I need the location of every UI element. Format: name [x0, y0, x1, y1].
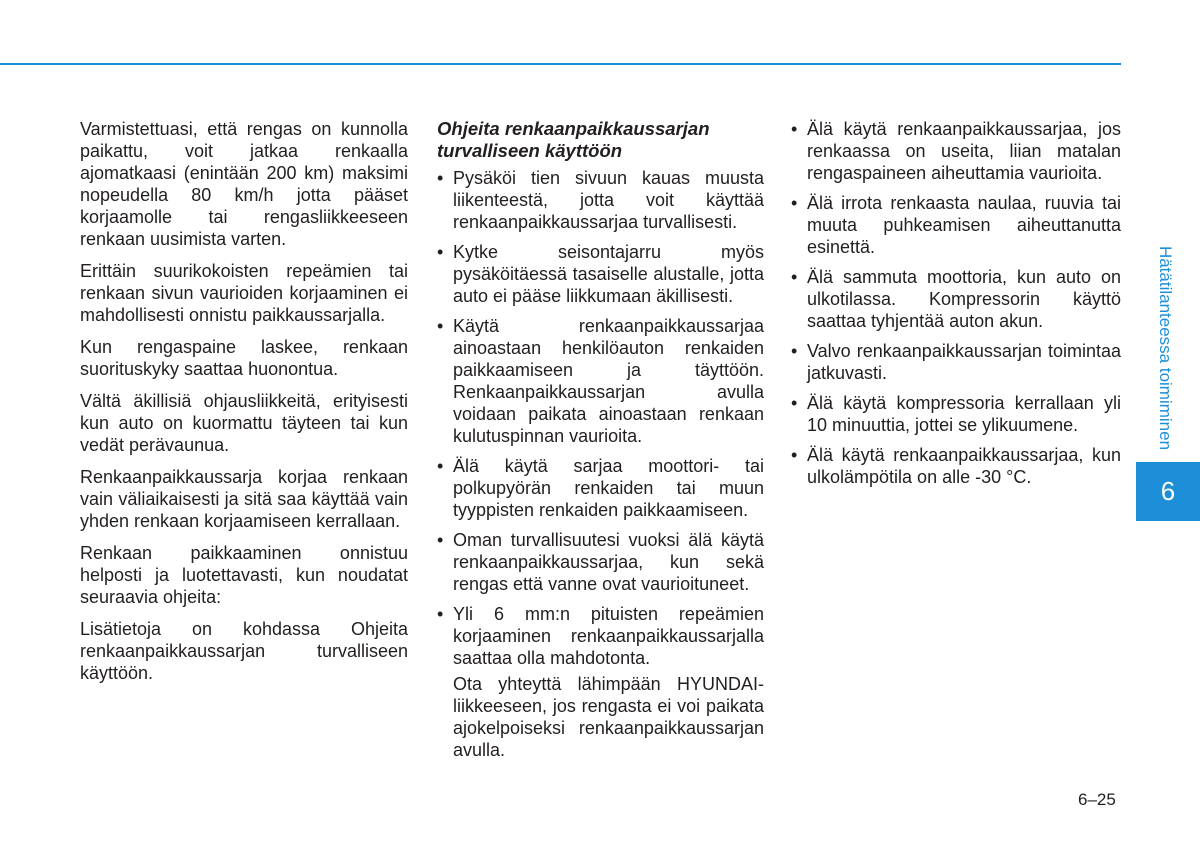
column-1	[80, 118, 408, 694]
paragraph: Renkaanpaikkaussarja korjaa renkaan vain väliaikaisesti ja sitä saa käyttää vain yhden renkaan korjaamiseen kerrallaan.	[80, 467, 408, 531]
column-3	[791, 118, 1121, 496]
paragraph: Kun rengaspaine laskee, renkaan suorituskyky saattaa huonontua.	[80, 337, 408, 379]
paragraph: Renkaan paikkaaminen onnistuu helposti ja luotettavasti, kun noudatat seuraavia ohjeita:	[80, 543, 408, 607]
paragraph: Varmistettuasi, että rengas on kunnolla paikattu, voit jatkaa renkaalla ajomatkaasi (enintään 200 km) maksimi nopeudella 80 km/h jotta pääset korjaamolle tai rengasliikkeeseen renkaan uusimista varten.	[80, 119, 408, 249]
column-2	[437, 118, 764, 761]
chapter-title: Hätätilanteessa toimiminen	[1156, 245, 1176, 450]
list-item: • Älä irrota renkaasta naulaa, ruuvia tai muuta puhkeamisen aiheuttanutta esinettä.	[791, 192, 1121, 258]
paragraph: Erittäin suurikokoisten repeämien tai renkaan sivun vaurioiden korjaaminen ei mahdollisesti onnistu paikkaussarjalla.	[80, 261, 408, 325]
list-item: • Kytke seisontajarru myös pysäköitäessä tasaiselle alustalle, jotta auto ei pääse liikkumaan äkillisesti.	[437, 241, 764, 307]
list-item: • Älä sammuta moottoria, kun auto on ulkotilassa. Kompressorin käyttö saattaa tyhjentää auton akun.	[791, 266, 1121, 332]
chapter-side-label	[1145, 235, 1185, 460]
header-rule	[0, 63, 1121, 65]
list-item: • Älä käytä renkaanpaikkaussarjaa, kun ulkolämpötila on alle -30 °C.	[791, 444, 1121, 488]
dealer-note: Ota yhteyttä lähimpään HYUNDAI-liikkeeseen, jos rengasta ei voi paikata ajokelpoiseksi renkaanpaikkaussarjan avulla.	[453, 674, 764, 760]
list-item: • Älä käytä kompressoria kerrallaan yli 10 minuuttia, jottei se ylikuumene.	[791, 392, 1121, 436]
chapter-tab	[1136, 462, 1200, 521]
list-item: • Valvo renkaanpaikkaussarjan toimintaa jatkuvasti.	[791, 340, 1121, 384]
bullet-list	[791, 118, 1121, 488]
page-number: 6–25	[1078, 790, 1116, 809]
paragraph: Lisätietoja on kohdassa Ohjeita renkaanpaikkaussarjan turvalliseen käyttöön.	[80, 619, 408, 683]
chapter-number: 6	[1160, 476, 1176, 506]
bullet-list	[437, 167, 764, 669]
list-item: • Pysäköi tien sivuun kauas muusta liikenteestä, jotta voit käyttää renkaanpaikkaussarjaa turvallisesti.	[437, 167, 764, 233]
list-item: • Käytä renkaanpaikkaussarjaa ainoastaan henkilöauton renkaiden paikkaamiseen ja täyttöön. Renkaanpaikkaussarjan avulla voidaan paikata ainoastaan renkaan kulutuspinnan vaurioita.	[437, 315, 764, 447]
list-item: • Älä käytä sarjaa moottori- tai polkupyörän renkaiden tai muun tyyppisten renkaiden paikkaamiseen.	[437, 455, 764, 521]
list-item: • Älä käytä renkaanpaikkaussarjaa, jos renkaassa on useita, liian matalan rengaspaineen aiheuttamia vaurioita.	[791, 118, 1121, 184]
paragraph: Vältä äkillisiä ohjausliikkeitä, erityisesti kun auto on kuormattu täyteen tai kun vedät perävaunua.	[80, 391, 408, 455]
list-item: • Oman turvallisuutesi vuoksi älä käytä renkaanpaikkaussarjaa, kun sekä rengas että vanne ovat vaurioituneet.	[437, 529, 764, 595]
section-heading: Ohjeita renkaanpaikkaussarjan turvalliseen käyttöön	[437, 118, 710, 161]
list-item: • Yli 6 mm:n pituisten repeämien korjaaminen renkaanpaikkaussarjalla saattaa olla mahdotonta.	[437, 603, 764, 669]
